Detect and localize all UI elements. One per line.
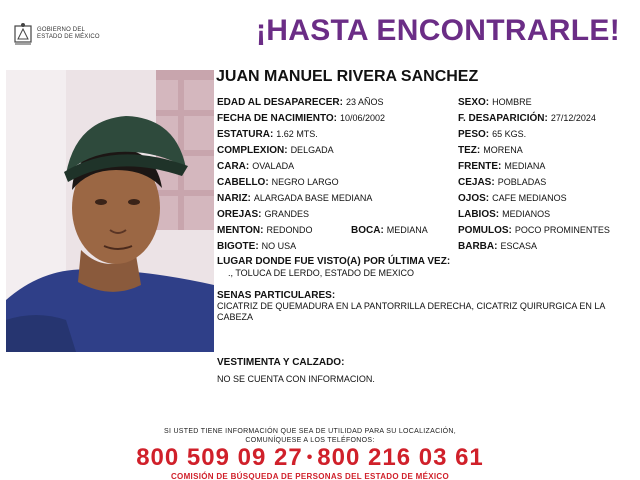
field-value: 1.62 MTS. xyxy=(276,129,318,139)
field-face xyxy=(217,160,294,173)
government-logo xyxy=(12,22,122,48)
field-label: COMPLEXION: xyxy=(217,145,288,156)
marks-text: CICATRIZ DE QUEMADURA EN LA PANTORRILLA DERECHA, CICATRIZ QUIRURGICA EN LA CABEZA xyxy=(217,301,605,322)
field-cheekbones xyxy=(458,224,610,237)
field-value: MEDIANA xyxy=(504,161,546,171)
clothing-text: NO SE CUENTA CON INFORMACION. xyxy=(217,374,375,384)
field-value: REDONDO xyxy=(266,225,313,235)
field-value: 27/12/2024 xyxy=(550,113,596,123)
field-value: ALARGADA BASE MEDIANA xyxy=(253,193,373,203)
last-seen-title: LUGAR DONDE FUE VISTO(A) POR ÚLTIMA VEZ: xyxy=(217,256,451,267)
field-eyebrows xyxy=(458,176,546,189)
phone-numbers xyxy=(0,444,620,472)
field-label: NARIZ: xyxy=(217,193,251,204)
field-value: MEDIANOS xyxy=(502,209,551,219)
marks-title: SENAS PARTICULARES: xyxy=(217,290,336,301)
field-nose xyxy=(217,192,372,205)
field-label: OREJAS: xyxy=(217,209,262,220)
field-label: CABELLO: xyxy=(217,177,269,188)
commission-name: COMISIÓN DE BÚSQUEDA DE PERSONAS DEL ESTADO DE MÉXICO xyxy=(170,472,449,480)
field-complexion xyxy=(217,144,334,157)
field-value: NO USA xyxy=(261,241,297,251)
field-mustache xyxy=(217,240,296,253)
field-eyes xyxy=(458,192,567,205)
field-weight xyxy=(458,128,526,141)
field-value: POBLADAS xyxy=(497,177,547,187)
field-label: FECHA DE NACIMIENTO: xyxy=(217,113,337,124)
headline: ¡HASTA ENCONTRARLE! xyxy=(256,14,621,47)
field-label: BIGOTE: xyxy=(217,241,259,252)
clothing-title: VESTIMENTA Y CALZADO: xyxy=(217,357,345,368)
field-label: ESTATURA: xyxy=(217,129,274,140)
phone-separator: • xyxy=(306,449,314,466)
field-value: 23 AÑOS xyxy=(345,97,384,107)
person-photo xyxy=(6,70,214,352)
field-value: ESCASA xyxy=(500,241,537,251)
field-beard xyxy=(458,240,537,253)
field-label: LABIOS: xyxy=(458,209,500,220)
field-label: CARA: xyxy=(217,161,250,172)
field-label: TEZ: xyxy=(458,145,481,156)
state-emblem-icon xyxy=(12,22,34,46)
field-label: BARBA: xyxy=(458,241,498,252)
field-value: OVALADA xyxy=(252,161,295,171)
field-label: CEJAS: xyxy=(458,177,495,188)
footer-note-1: SI USTED TIENE INFORMACIÓN QUE SEA DE UTILIDAD PARA SU LOCALIZACIÓN, xyxy=(163,428,457,435)
footer-note-2: COMUNÍQUESE A LOS TELÉFONOS: xyxy=(245,437,375,444)
field-label: BOCA: xyxy=(351,225,384,236)
field-label: EDAD AL DESAPARECER: xyxy=(217,97,343,108)
field-hair xyxy=(217,176,339,189)
field-label: MENTON: xyxy=(217,225,264,236)
phone-1: 800 509 09 27 xyxy=(136,444,303,471)
field-skin xyxy=(458,144,523,157)
field-label: F. DESAPARICIÓN: xyxy=(458,113,548,124)
field-age xyxy=(217,96,383,109)
field-label: OJOS: xyxy=(458,193,490,204)
field-forehead xyxy=(458,160,545,173)
government-name xyxy=(37,27,100,41)
field-value: HOMBRE xyxy=(492,97,532,107)
person-name: JUAN MANUEL RIVERA SANCHEZ xyxy=(216,68,479,85)
field-value: MORENA xyxy=(483,145,523,155)
field-disappearance-date xyxy=(458,112,596,125)
field-sex xyxy=(458,96,532,109)
field-value: NEGRO LARGO xyxy=(271,177,339,187)
field-value: 10/06/2002 xyxy=(340,113,386,123)
field-lips xyxy=(458,208,550,221)
field-mouth xyxy=(351,224,428,237)
phone-2: 800 216 03 61 xyxy=(317,444,484,471)
field-label: FRENTE: xyxy=(458,161,502,172)
field-value: 65 KGS. xyxy=(492,129,527,139)
field-birthdate xyxy=(217,112,385,125)
field-value: DELGADA xyxy=(290,145,334,155)
person-photo-image xyxy=(6,70,214,352)
field-value: GRANDES xyxy=(264,209,309,219)
gov-line-2: ESTADO DE MÉXICO xyxy=(37,34,100,40)
field-chin xyxy=(217,224,313,237)
field-value: CAFE MEDIANOS xyxy=(492,193,567,203)
field-label: PESO: xyxy=(458,129,490,140)
field-label: POMULOS: xyxy=(458,225,512,236)
field-label: SEXO: xyxy=(458,97,490,108)
field-value: MEDIANA xyxy=(386,225,428,235)
gov-line-1: GOBIERNO DEL xyxy=(37,27,86,33)
last-seen-text: ., TOLUCA DE LERDO, ESTADO DE MEXICO xyxy=(228,268,415,278)
field-ears xyxy=(217,208,309,221)
field-value: POCO PROMINENTES xyxy=(514,225,610,235)
field-height xyxy=(217,128,318,141)
